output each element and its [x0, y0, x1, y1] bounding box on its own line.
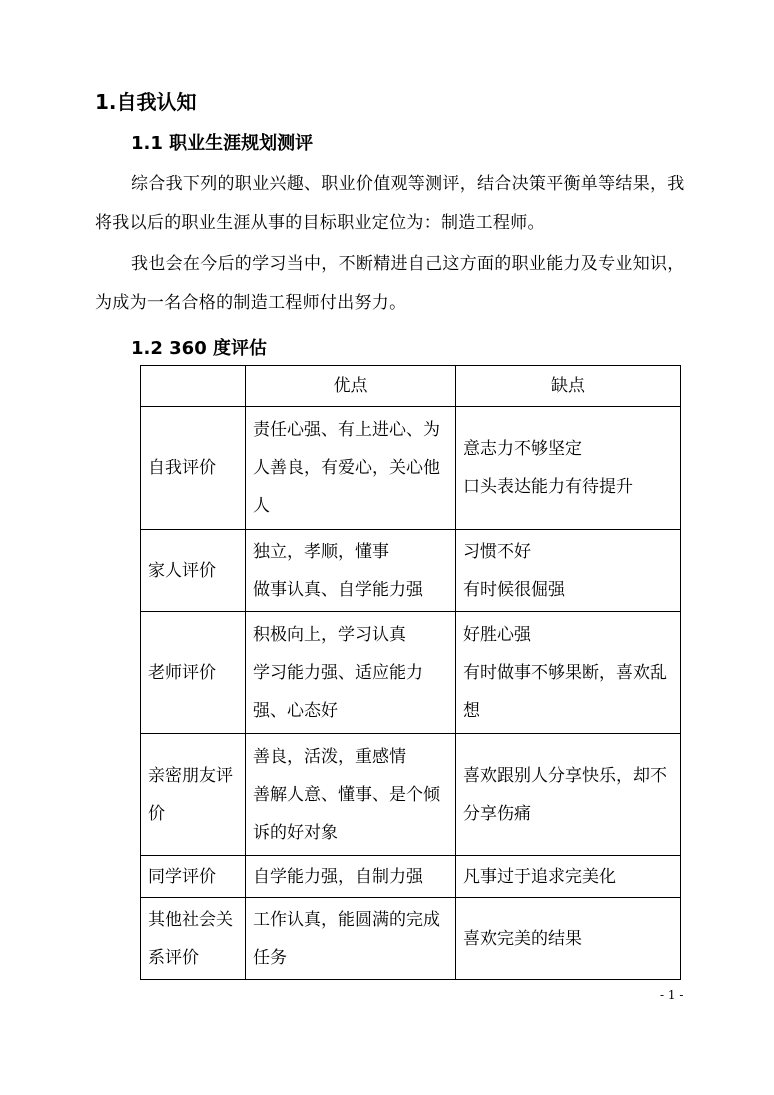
cons-text: 喜欢跟别人分享快乐，却不分享伤痛: [463, 765, 667, 824]
row-label: 老师评价: [141, 612, 246, 734]
pros-cell: [246, 734, 456, 856]
heading-self-cognition: 1.自我认知: [95, 90, 197, 114]
row-label: 自我评价: [141, 407, 246, 530]
pros-cell: [246, 530, 456, 612]
cons-text: 意志力不够坚定: [463, 439, 582, 459]
pros-text: 独立，孝顺，懂事: [253, 541, 389, 562]
heading-360-evaluation: 1.2 360 度评估: [131, 338, 267, 359]
table-row: [141, 530, 681, 612]
cons-cell: [456, 734, 681, 856]
cons-cell: [456, 407, 681, 530]
header-pros: 优点: [246, 366, 456, 407]
row-label: 亲密朋友评价: [141, 734, 246, 856]
pros-text: 做事认真、自学能力强: [253, 579, 423, 600]
cons-text: 凡事过于追求完美化: [463, 866, 616, 887]
cons-cell: [456, 530, 681, 612]
pros-cell: [246, 407, 456, 530]
header-cons: 缺点: [456, 366, 681, 407]
evaluation-table: [140, 365, 681, 980]
cons-cell: [456, 856, 681, 898]
cons-text: 有时候很倔强: [463, 579, 565, 600]
pros-text: 学习能力强、适应能力强、心态好: [253, 662, 423, 721]
pros-text: 工作认真，能圆满的完成任务: [253, 909, 440, 968]
pros-text: 善良，活泼，重感情: [253, 746, 406, 767]
paragraph-commitment: 我也会在今后的学习当中，不断精进自己这方面的职业能力及专业知识，为成为一名合格的制造工程师付出努力。: [95, 254, 685, 313]
table-row: [141, 856, 681, 898]
header-empty: [141, 366, 246, 407]
page-number: - 1 -: [660, 988, 684, 1002]
cons-cell: [456, 612, 681, 734]
paragraph-target-career: 综合我下列的职业兴趣、职业价值观等测评，结合决策平衡单等结果，我将我以后的职业生涯从事的目标职业定位为：制造工程师。: [95, 174, 685, 233]
pros-cell: [246, 898, 456, 980]
row-label: 同学评价: [141, 856, 246, 898]
pros-text: 积极向上，学习认真: [253, 624, 406, 645]
row-label: 其他社会关系评价: [141, 898, 246, 980]
cons-text: 喜欢完美的结果: [463, 928, 582, 949]
table-row: [141, 407, 681, 530]
cons-text: 口头表达能力有待提升: [463, 477, 633, 497]
cons-cell: [456, 898, 681, 980]
pros-text: 责任心强、有上进心、为人善良，有爱心，关心他人: [253, 420, 440, 516]
pros-text: 自学能力强，自制力强: [253, 866, 423, 887]
table-header-row: [141, 366, 681, 407]
pros-cell: [246, 612, 456, 734]
table-row: [141, 734, 681, 856]
row-label: 家人评价: [141, 530, 246, 612]
table-row: [141, 612, 681, 734]
cons-text: 习惯不好: [463, 541, 531, 562]
pros-text: 善解人意、懂事、是个倾诉的好对象: [253, 784, 440, 843]
cons-text: 好胜心强: [463, 624, 531, 645]
table-row: [141, 898, 681, 980]
cons-text: 有时做事不够果断，喜欢乱想: [463, 662, 667, 721]
pros-cell: [246, 856, 456, 898]
heading-career-assessment: 1.1 职业生涯规划测评: [131, 133, 314, 154]
